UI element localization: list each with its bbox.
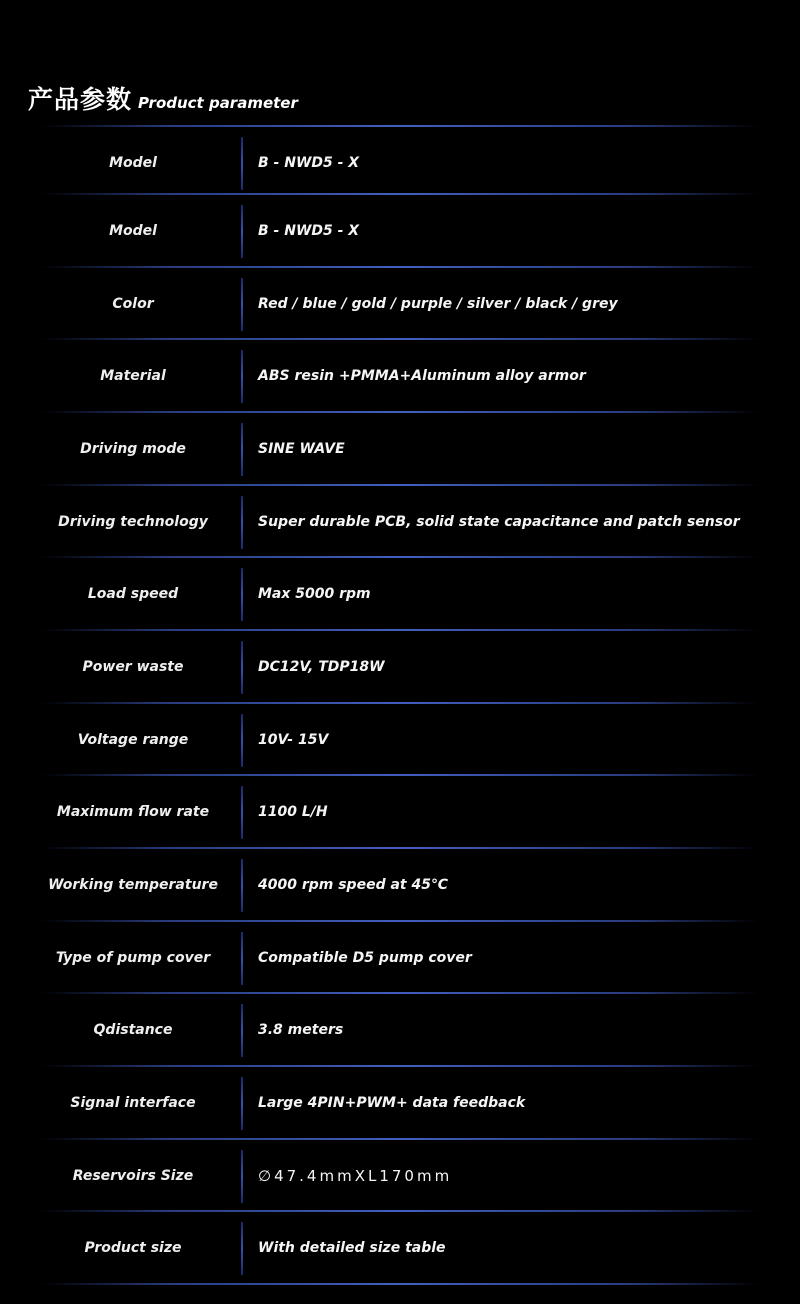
parameter-table [0, 125, 800, 1285]
column-divider [241, 1077, 243, 1130]
column-divider [241, 932, 243, 985]
column-divider [241, 786, 243, 839]
param-label: Color [112, 296, 154, 313]
param-row-pump-cover [0, 922, 800, 995]
column-divider [241, 1004, 243, 1057]
param-label: Model [109, 223, 157, 240]
param-label: Material [100, 368, 166, 385]
param-row-power-waste [0, 631, 800, 704]
param-row-max-flow-rate [0, 776, 800, 849]
param-row-color [0, 268, 800, 341]
param-row-driving-technology [0, 486, 800, 559]
param-label: Product size [84, 1240, 182, 1257]
row-separator [40, 1283, 760, 1285]
param-value: SINE WAVE [258, 441, 345, 458]
param-row-model [0, 127, 800, 200]
column-divider [241, 496, 243, 549]
param-label: Load speed [87, 586, 179, 603]
param-value: 10V- 15V [258, 732, 329, 749]
page-title-cn: 产品参数 [28, 85, 133, 114]
param-row-driving-mode [0, 413, 800, 486]
param-label: Maximum flow rate [56, 804, 210, 821]
column-divider [241, 350, 243, 403]
param-label: Power waste [82, 659, 184, 676]
column-divider [241, 278, 243, 331]
column-divider [241, 1222, 243, 1275]
param-value: 1100 L/H [258, 804, 328, 821]
param-label: Working temperature [48, 877, 218, 894]
param-value: Super durable PCB, solid state capacitance and patch sensor [258, 514, 740, 531]
param-row-model-2 [0, 195, 800, 268]
param-value: ∅47.4mmXL170mm [258, 1167, 453, 1186]
column-divider [241, 859, 243, 912]
param-label: Type of pump cover [55, 950, 211, 967]
page-header [28, 80, 298, 120]
column-divider [241, 137, 243, 190]
column-divider [241, 714, 243, 767]
param-value: 3.8 meters [258, 1022, 344, 1039]
param-row-qdistance [0, 994, 800, 1067]
param-value: Large 4PIN+PWM+ data feedback [258, 1095, 526, 1112]
param-row-signal-interface [0, 1067, 800, 1140]
param-label: Driving technology [58, 514, 208, 531]
param-value: 4000 rpm speed at 45℃ [258, 877, 448, 894]
column-divider [241, 423, 243, 476]
page-title-en: Product parameter [138, 94, 298, 112]
param-label: Qdistance [93, 1022, 173, 1039]
param-value: ABS resin +PMMA+Aluminum alloy armor [258, 368, 586, 385]
param-value: Red / blue / gold / purple / silver / black / grey [258, 296, 618, 313]
param-row-working-temperature [0, 849, 800, 922]
param-value: Compatible D5 pump cover [258, 950, 472, 967]
param-label: Signal interface [70, 1095, 196, 1112]
param-row-product-size [0, 1212, 800, 1285]
column-divider [241, 641, 243, 694]
param-row-voltage-range [0, 704, 800, 777]
param-label: Driving mode [80, 441, 186, 458]
param-row-load-speed [0, 558, 800, 631]
column-divider [241, 1150, 243, 1203]
param-value: Max 5000 rpm [258, 586, 371, 603]
param-row-material [0, 340, 800, 413]
param-value: With detailed size table [258, 1240, 446, 1257]
column-divider [241, 205, 243, 258]
param-value: DC12V, TDP18W [258, 659, 385, 676]
param-row-reservoirs-size [0, 1140, 800, 1213]
param-label: Voltage range [77, 732, 189, 749]
param-label: Reservoirs Size [72, 1168, 194, 1185]
param-value: B - NWD5 - X [258, 155, 360, 172]
column-divider [241, 568, 243, 621]
param-value: B - NWD5 - X [258, 223, 360, 240]
param-label: Model [109, 155, 157, 172]
